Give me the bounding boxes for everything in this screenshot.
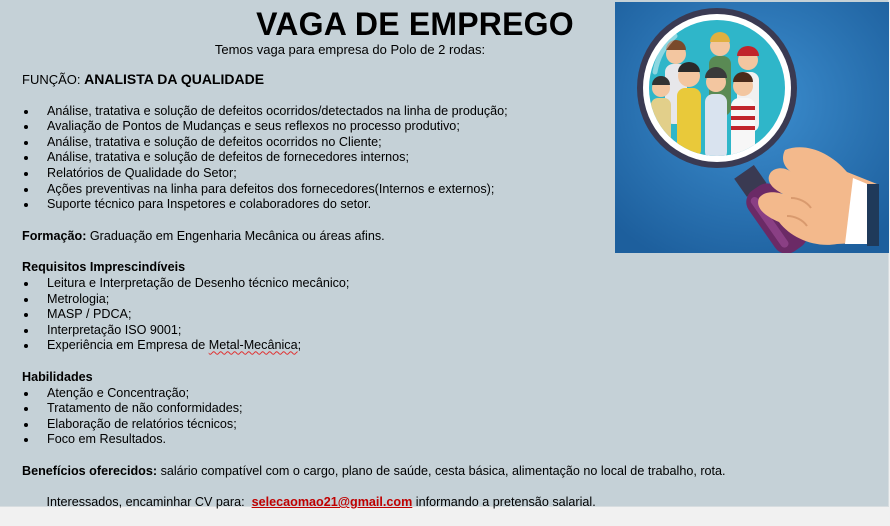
list-item: Tratamento de não conformidades; (22, 401, 802, 417)
list-item: Avaliação de Pontos de Mudanças e seus reflexos no processo produtivo; (22, 119, 802, 135)
list-item: MASP / PDCA; (22, 307, 802, 323)
list-item: Atenção e Concentração; (22, 386, 802, 402)
list-item: Interpretação ISO 9001; (22, 323, 802, 339)
benefits-label: Benefícios oferecidos: (22, 463, 158, 478)
contact-suffix: informando a pretensão salarial. (412, 495, 596, 510)
benefits-value: salário compatível com o cargo, plano de saúde, cesta básica, alimentação no local de trabalho, rota. (160, 463, 726, 478)
page-title: VAGA DE EMPREGO (256, 6, 574, 42)
list-item: Metrologia; (22, 292, 802, 308)
skills-heading: Habilidades (22, 369, 93, 384)
education-value: Graduação em Engenharia Mecânica ou áreas afins. (89, 228, 385, 243)
magnifying-glass-illustration (615, 2, 889, 253)
list-item (22, 338, 802, 354)
requirements-list (22, 276, 802, 354)
contact-prefix: Interessados, encaminhar CV para: (43, 495, 252, 510)
list-item: Ações preventivas na linha para defeitos dos fornecedores(Internos e externos); (22, 182, 802, 198)
magnifying-glass-people-icon (615, 2, 889, 253)
list-item: Relatórios de Qualidade do Setor; (22, 166, 802, 182)
requirements-heading: Requisitos Imprescindíveis (22, 260, 186, 275)
role-value: ANALISTA DA QUALIDADE (84, 71, 265, 87)
list-item: Leitura e Interpretação de Desenho técnico mecânico; (22, 276, 802, 292)
list-item: Análise, tratativa e solução de defeitos ocorridos/detectados na linha de produção; (22, 104, 802, 120)
skills-list (22, 386, 802, 448)
education-label: Formação: (22, 228, 87, 243)
email-link[interactable]: selecaomao21@gmail.com (251, 495, 413, 510)
requirement-text: Experiência em Empresa de (47, 338, 209, 353)
requirement-suffix: ; (297, 338, 302, 353)
list-item: Suporte técnico para Inspetores e colaboradores do setor. (22, 197, 802, 213)
page-subtitle: Temos vaga para empresa do Polo de 2 rodas: (214, 42, 486, 57)
list-item: Análise, tratativa e solução de defeitos ocorridos no Cliente; (22, 135, 802, 151)
spellcheck-marked-word: Metal-Mecânica (208, 338, 298, 353)
list-item: Elaboração de relatórios técnicos; (22, 417, 802, 433)
benefits-line (22, 464, 802, 480)
list-item: Análise, tratativa e solução de defeitos de fornecedores internos; (22, 150, 802, 166)
role-label: FUNÇÃO: (22, 72, 81, 87)
list-item: Foco em Resultados. (22, 432, 802, 448)
contact-line (22, 479, 802, 526)
